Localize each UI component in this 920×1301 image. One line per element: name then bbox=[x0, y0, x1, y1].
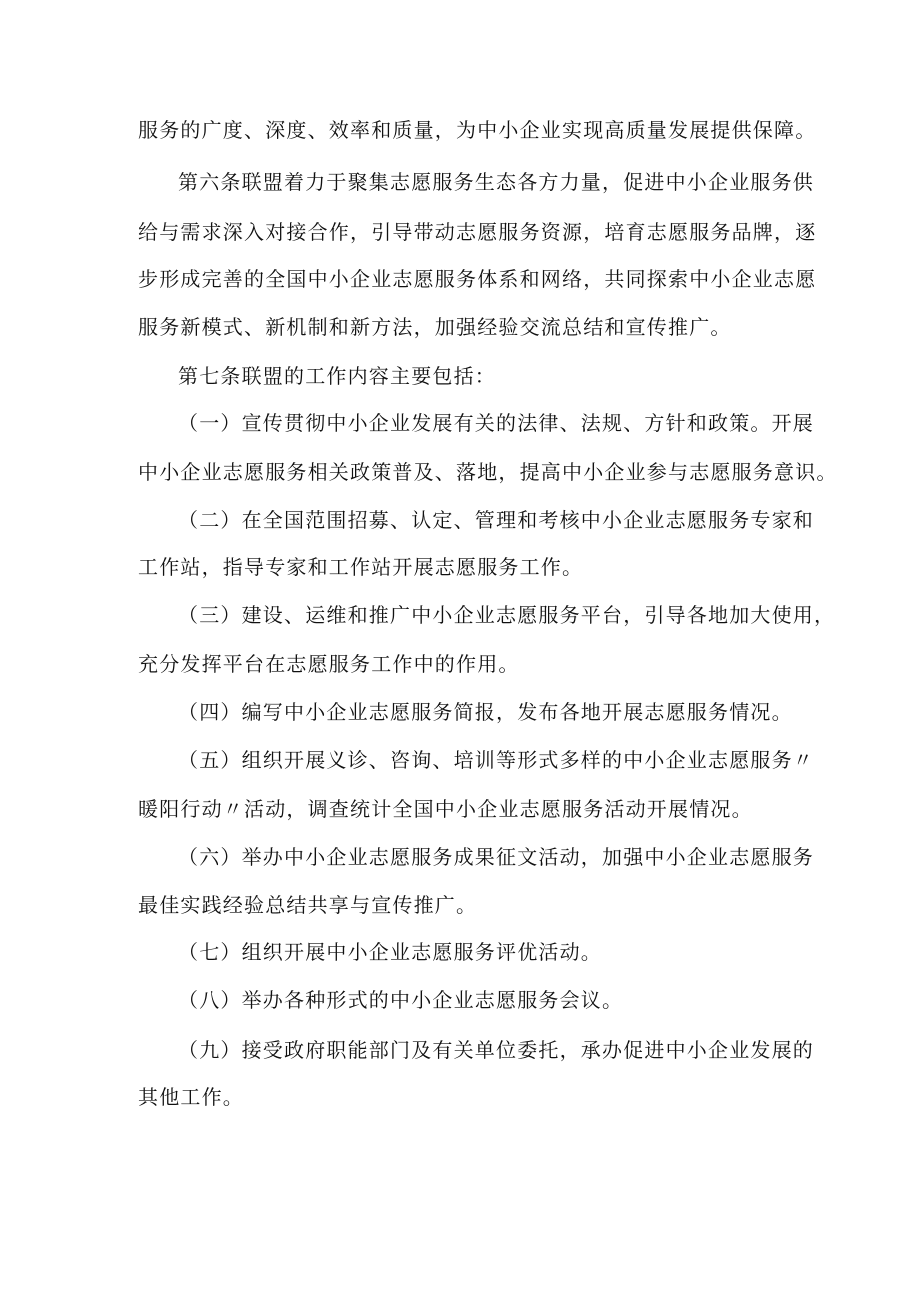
paragraph-11-line-1: 其他工作。 bbox=[138, 1085, 244, 1109]
paragraph-9-line-0: （七）组织开展中小企业志愿服务评优活动。 bbox=[178, 940, 602, 964]
paragraph-1-line-0: 第六条联盟着力于聚集志愿服务生态各方力量，促进中小企业服务供 bbox=[178, 170, 814, 194]
paragraph-11-line-0: （九）接受政府职能部门及有关单位委托，承办促进中小企业发展的 bbox=[178, 1038, 814, 1062]
paragraph-1-line-3: 服务新模式、新机制和新方法，加强经验交流总结和宣传推广。 bbox=[138, 315, 732, 339]
paragraph-1-line-2: 步形成完善的全国中小企业志愿服务体系和网络，共同探索中小企业志愿 bbox=[138, 267, 817, 291]
paragraph-6-line-0: （四）编写中小企业志愿服务简报，发布各地开展志愿服务情况。 bbox=[178, 700, 793, 724]
paragraph-4-line-1: 工作站，指导专家和工作站开展志愿服务工作。 bbox=[138, 555, 584, 579]
paragraph-8-line-0: （六）举办中小企业志愿服务成果征文活动，加强中小企业志愿服务 bbox=[178, 845, 814, 869]
paragraph-10-line-0: （八）举办各种形式的中小企业志愿服务会议。 bbox=[178, 988, 624, 1012]
paragraph-7-line-0: （五）组织开展义诊、咨询、培训等形式多样的中小企业志愿服务〃 bbox=[178, 748, 814, 772]
paragraph-3-line-0: （一）宣传贯彻中小企业发展有关的法律、法规、方针和政策。开展 bbox=[178, 411, 814, 435]
paragraph-5-line-1: 充分发挥平台在志愿服务工作中的作用。 bbox=[138, 652, 520, 676]
paragraph-4-line-0: （二）在全国范围招募、认定、管理和考核中小企业志愿服务专家和 bbox=[178, 508, 814, 532]
paragraph-0-line-0: 服务的广度、深度、效率和质量，为中小企业实现高质量发展提供保障。 bbox=[138, 118, 817, 142]
paragraph-1-line-1: 给与需求深入对接合作，引导带动志愿服务资源，培育志愿服务品牌，逐 bbox=[138, 220, 817, 244]
paragraph-3-line-1: 中小企业志愿服务相关政策普及、落地，提高中小企业参与志愿服务意识。 bbox=[138, 460, 838, 484]
paragraph-7-line-1: 暖阳行动〃活动，调查统计全国中小企业志愿服务活动开展情况。 bbox=[138, 797, 753, 821]
paragraph-5-line-0: （三）建设、运维和推广中小企业志愿服务平台，引导各地加大使用， bbox=[178, 603, 836, 627]
paragraph-2-line-0: 第七条联盟的工作内容主要包括： bbox=[178, 364, 496, 388]
paragraph-8-line-1: 最佳实践经验总结共享与宣传推广。 bbox=[138, 893, 478, 917]
